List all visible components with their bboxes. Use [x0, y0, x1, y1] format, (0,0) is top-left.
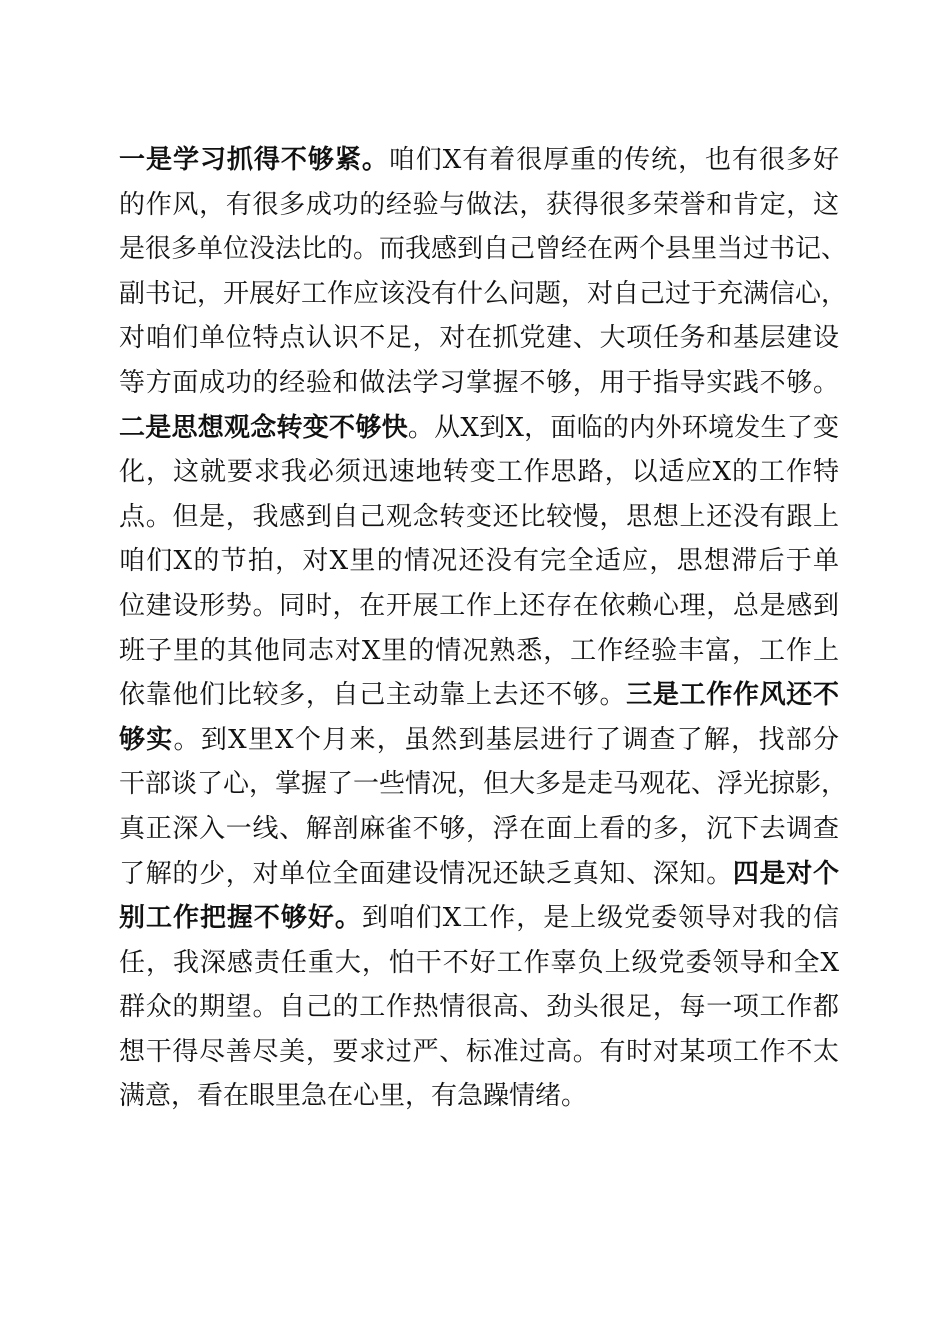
- text-line: [119, 718, 839, 763]
- body-text-segment: 化，这就要求我必须迅速地转变工作思路，以适应X的工作特: [119, 457, 839, 488]
- body-text-segment: 咱们X有着很厚重的传统，也有很多好: [388, 145, 839, 175]
- text-line: [119, 227, 848, 272]
- body-text-segment: 了解的少，对单位全面建设情况还缺乏真知、深知。: [119, 858, 733, 889]
- body-text-segment: 想干得尽善尽美，要求过严、标准过高。有时对某项工作不太: [119, 1036, 839, 1067]
- body-text-segment: 等方面成功的经验和做法学习掌握不够，用于指导实践不够。: [119, 367, 839, 398]
- body-text-segment: 点。但是，我感到自己观念转变还比较慢，思想上还没有跟上: [119, 501, 839, 532]
- bold-heading-text: 三是工作作风还不: [626, 680, 839, 711]
- body-text-segment: 真正深入一线、解剖麻雀不够，浮在面上看的多，沉下去调查: [119, 813, 839, 844]
- text-line: [119, 272, 848, 317]
- body-text-segment: 任，我深感责任重大，怕干不好工作辜负上级党委领导和全X: [119, 947, 839, 978]
- bold-heading-text: 二是思想观念转变不够快: [119, 412, 408, 443]
- body-text-segment: 满意，看在眼里急在心里，有急躁情绪。: [119, 1081, 588, 1112]
- body-text-segment: 群众的期望。自己的工作热情很高、劲头很足，每一项工作都: [119, 992, 839, 1023]
- body-text-segment: 的作风，有很多成功的经验与做法，获得很多荣誉和肯定，这: [119, 189, 839, 220]
- document-body-text: [119, 138, 848, 1119]
- body-text-segment: 班子里的其他同志对X里的情况熟悉，工作经验丰富，工作上: [119, 635, 839, 666]
- text-line: [119, 762, 848, 807]
- body-text-segment: 。从X到X，面临的内外环境发生了变: [407, 412, 839, 443]
- text-line: [119, 629, 839, 674]
- text-line: [119, 406, 839, 451]
- body-text-segment: 到咱们X工作，是上级党委领导对我的信: [361, 903, 839, 934]
- text-line: [119, 138, 839, 183]
- body-text-segment: 对咱们单位特点认识不足，对在抓党建、大项任务和基层建设: [119, 323, 839, 354]
- text-line: [119, 985, 839, 1030]
- text-line: [119, 1030, 839, 1075]
- bold-heading-text: 四是对个: [732, 858, 839, 889]
- body-text-segment: 咱们X的节拍，对X里的情况还没有完全适应，思想滞后于单: [119, 546, 839, 577]
- body-text-segment: 干部谈了心，掌握了一些情况，但大多是走马观花、浮光掠影，: [119, 769, 848, 800]
- text-line: [119, 852, 839, 897]
- text-line: [119, 896, 839, 941]
- body-text-segment: 依靠他们比较多，自己主动靠上去还不够。: [119, 680, 627, 711]
- text-line: [119, 539, 839, 584]
- bold-heading-text: 够实: [119, 724, 174, 755]
- text-line: [119, 673, 839, 718]
- bold-heading-text: 一是学习抓得不够紧。: [119, 145, 389, 175]
- body-text-segment: 副书记，开展好工作应该没有什么问题，对自己过于充满信心，: [119, 278, 848, 309]
- text-line: [119, 807, 839, 852]
- bold-heading-text: 别工作把握不够好。: [119, 903, 362, 934]
- text-line: [119, 316, 839, 361]
- text-line: [119, 450, 839, 495]
- body-text-segment: 是很多单位没法比的。而我感到自己曾经在两个县里当过书记、: [119, 234, 848, 265]
- text-line: [119, 495, 839, 540]
- text-line: [119, 1074, 839, 1119]
- text-line: [119, 183, 839, 228]
- body-text-segment: 。到X里X个月来，虽然到基层进行了调查了解，找部分: [173, 724, 839, 755]
- text-line: [119, 941, 839, 986]
- text-line: [119, 584, 839, 629]
- text-line: [119, 361, 839, 406]
- body-text-segment: 位建设形势。同时，在开展工作上还存在依赖心理，总是感到: [119, 590, 839, 621]
